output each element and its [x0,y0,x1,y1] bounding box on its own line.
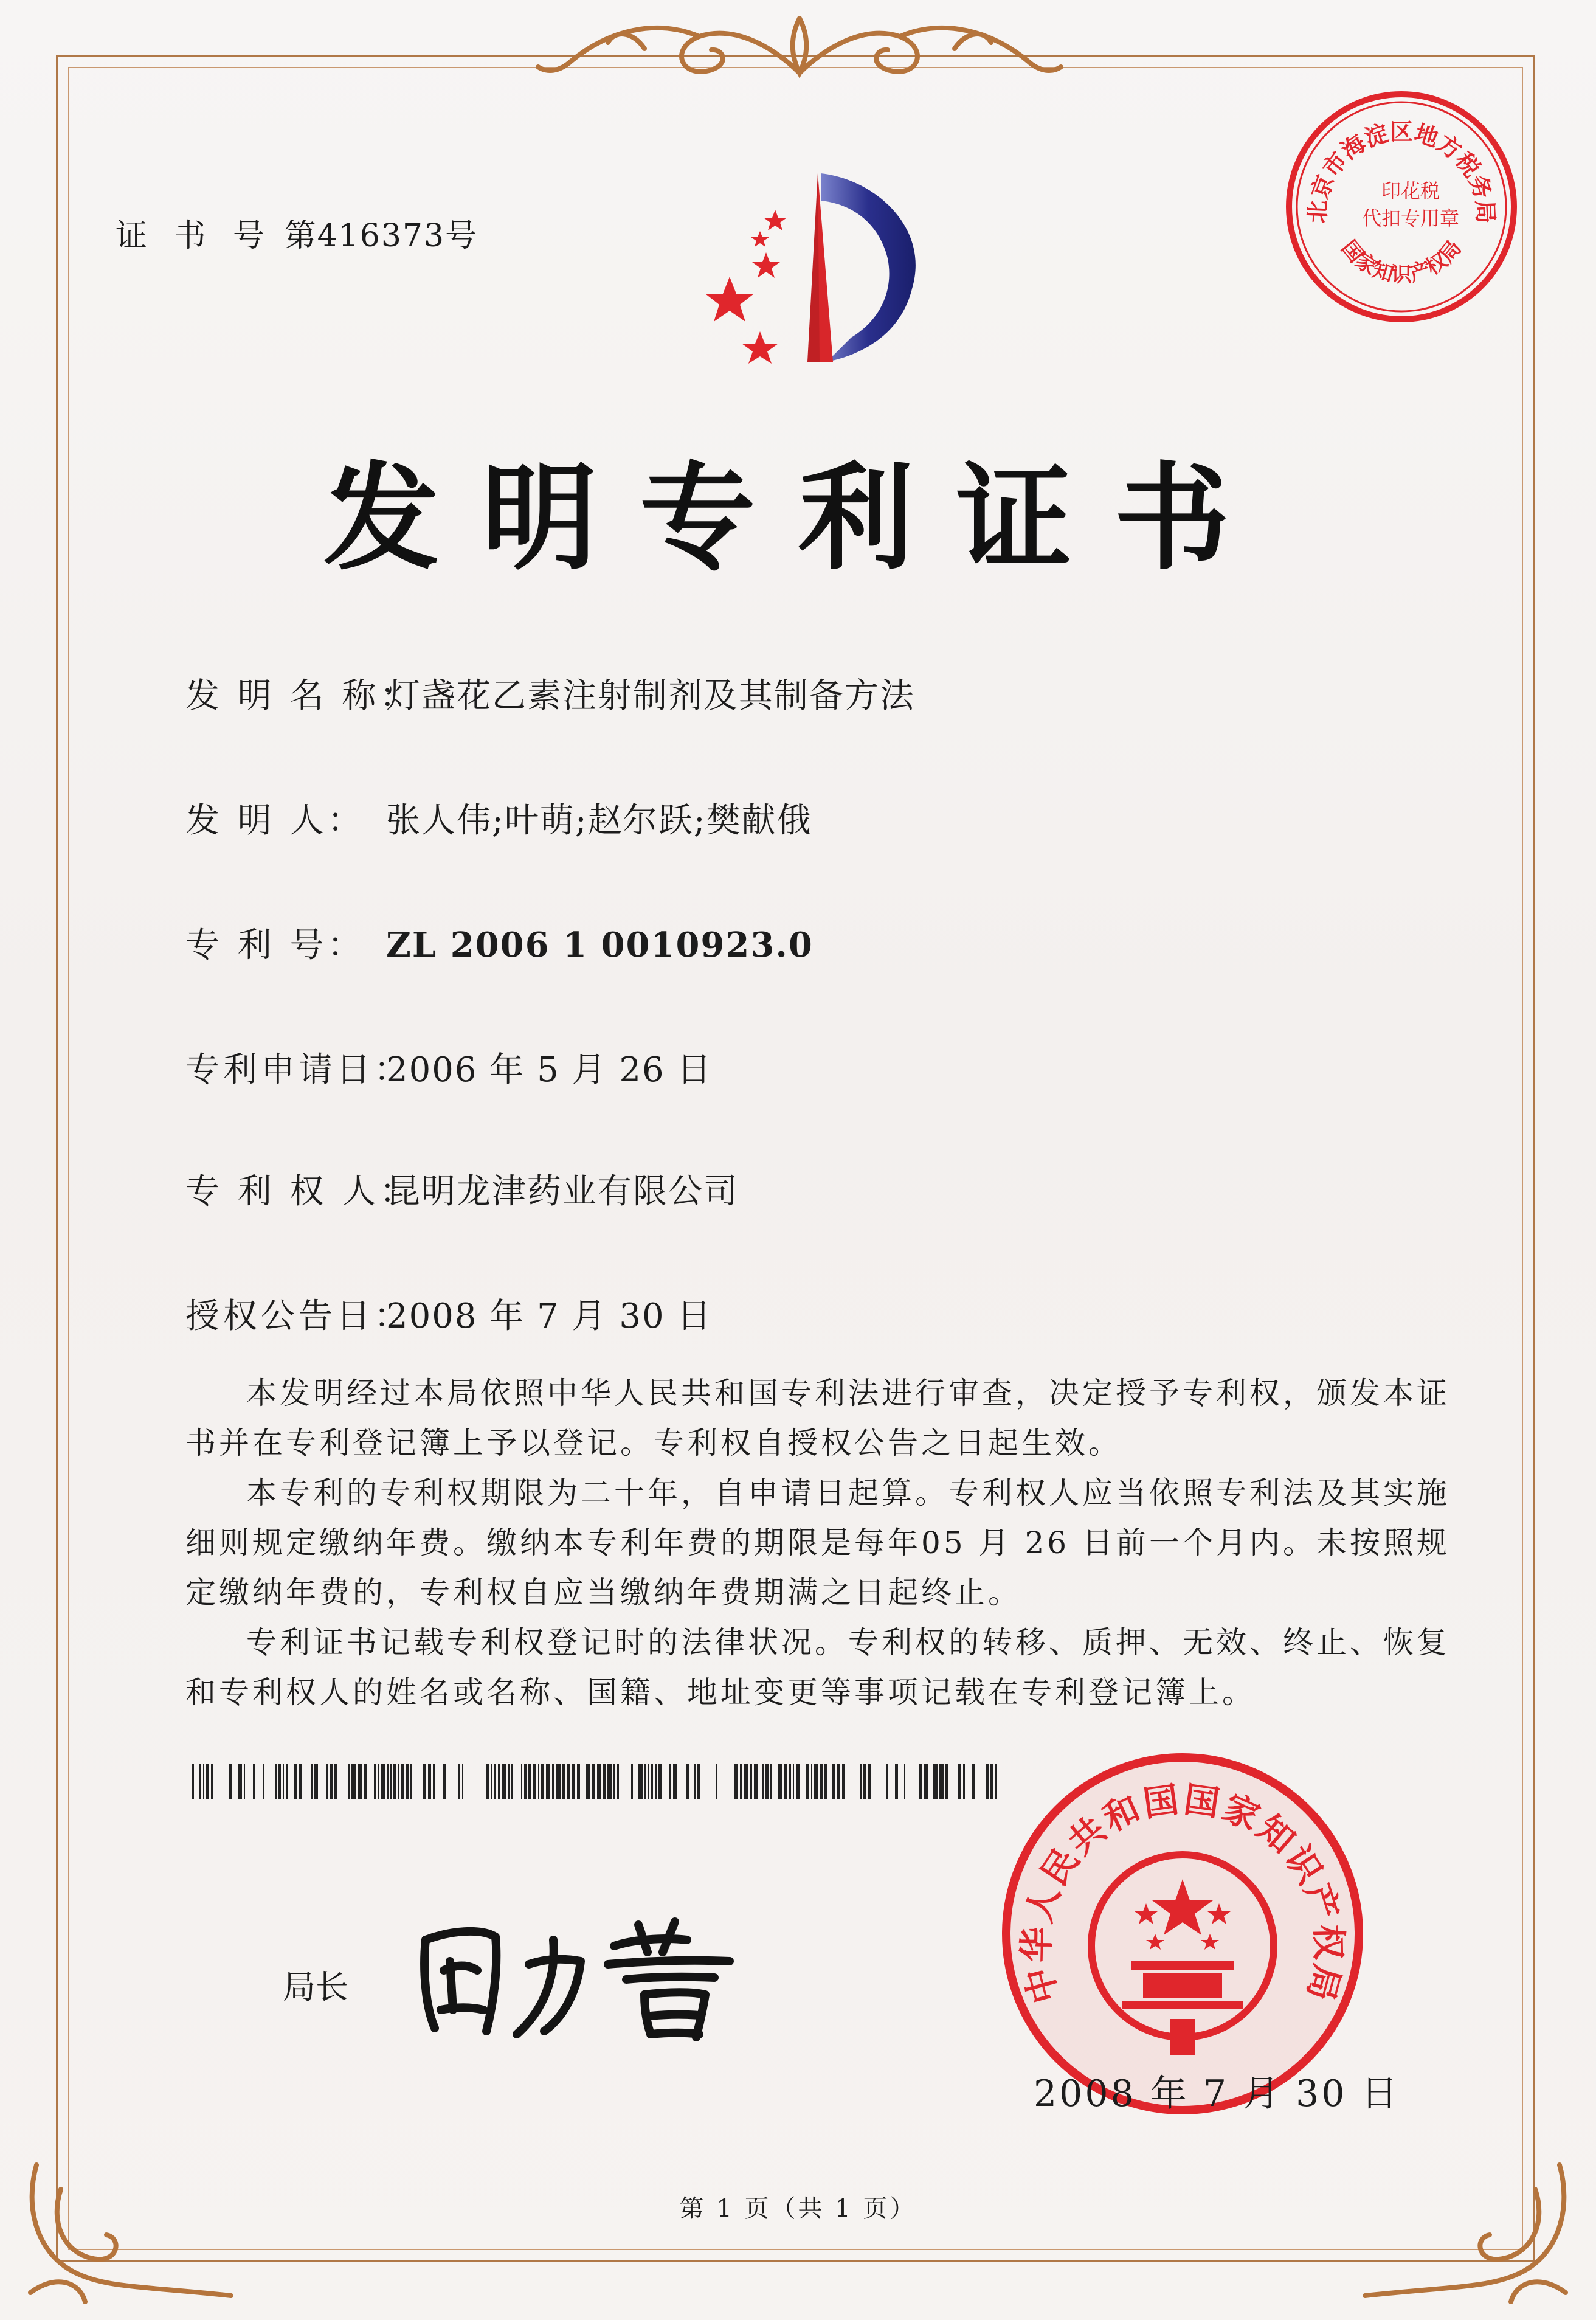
tax-stamp-bottom-text: 国家知识产权局 [1336,235,1466,288]
barcode-bar [607,1764,612,1799]
barcode-bar [972,1764,975,1799]
signature [413,1903,754,2049]
bottom-left-ornament [12,2153,243,2311]
barcode-bar [933,1764,938,1799]
barcode-bar [963,1764,965,1799]
body-paragraph-1: 本发明经过本局依照中华人民共和国专利法进行审查，决定授予专利权，颁发本证书并在专利登记簿上予以登记。专利权自授权公告之日起生效。 [185,1376,1450,1461]
barcode-bar [603,1764,606,1799]
barcode-bar [842,1764,845,1799]
director-label: 局长 [283,1968,348,2006]
barcode-bar [820,1764,823,1799]
bottom-right-ornament [1353,2153,1584,2311]
barcode [192,1764,1000,1799]
barcode-bar [886,1764,888,1799]
barcode-bar [410,1764,412,1799]
barcode-bar [945,1764,948,1799]
barcode-bar [528,1764,531,1799]
barcode-bar [406,1764,409,1799]
barcode-bar [393,1764,396,1799]
barcode-bar [686,1764,689,1799]
barcode-bar [494,1764,496,1799]
barcode-bar [648,1764,649,1799]
barcode-bar [401,1764,404,1799]
body-paragraph-3: 专利证书记载专利权登记时的法律状况。专利权的转移、质押、无效、终止、恢复和专利权人的姓名或名称、国籍、地址变更等事项记载在专利登记簿上。 [185,1625,1450,1710]
barcode-bar [524,1764,527,1799]
barcode-bar [651,1764,653,1799]
barcode-bar [502,1764,506,1799]
barcode-bar [617,1764,619,1799]
barcode-bar [278,1764,281,1799]
barcode-bar [381,1764,385,1799]
certificate-number [116,210,478,255]
body-paragraph-2: 本专利的专利权期限为二十年，自申请日起算。专利权人应当依照专利法及其实施细则规定缴纳年费。缴纳本专利年费的期限是每年05 月 26 日前一个月内。未按照规定缴纳年费的，专利权自应当缴纳年费期满之日起终止。 [185,1475,1450,1610]
barcode-bar [895,1764,898,1799]
barcode-bar [824,1764,827,1799]
field-label: 发 明 名 称： [185,676,418,716]
field-inventors [185,794,812,842]
svg-text:国家知识产权局 [1336,236,1466,287]
field-value: 灯盏花乙素注射制剂及其制备方法 [386,676,915,716]
barcode-bar [811,1764,812,1799]
barcode-bar [443,1764,446,1799]
barcode-bar [734,1764,738,1799]
tax-stamp-ring-text: 北京市海淀区地方税务局 [1304,119,1499,224]
field-invention-name [185,669,915,718]
barcode-bar [314,1764,318,1799]
barcode-bar [990,1764,993,1799]
barcode-bar [638,1764,643,1799]
barcode-bar [199,1764,201,1799]
barcode-bar [211,1764,213,1799]
field-label: 发 明 人： [185,801,365,840]
barcode-bar [744,1764,748,1799]
barcode-bar [694,1764,696,1799]
barcode-bar [995,1764,997,1799]
barcode-bar [796,1764,800,1799]
barcode-bar [586,1764,590,1799]
barcode-bar [655,1764,657,1799]
barcode-bar [740,1764,742,1799]
barcode-bar [299,1764,302,1799]
barcode-bar [541,1764,544,1799]
field-label: 专 利 权 人： [185,1172,418,1211]
barcode-bar [511,1764,513,1799]
barcode-bar [860,1764,862,1799]
barcode-bar [458,1764,460,1799]
barcode-bar [486,1764,489,1799]
barcode-bar [765,1764,769,1799]
barcode-bar [364,1764,367,1799]
barcode-bar [263,1764,264,1799]
barcode-bar [229,1764,232,1799]
certificate-number-label: 证 书 号 [116,218,274,254]
page-number: 第 1 页（共 1 页） [679,2195,917,2223]
barcode-bar [673,1764,677,1799]
barcode-bar [275,1764,277,1799]
barcode-bar [631,1764,633,1799]
top-ornament [535,6,1064,85]
field-patentee [185,1165,739,1213]
field-application-date [185,1043,712,1092]
barcode-bar [789,1764,791,1799]
barcode-bar [572,1764,575,1799]
barcode-bar [348,1764,350,1799]
field-grant-date [185,1289,712,1338]
barcode-bar [754,1764,758,1799]
barcode-bar [793,1764,794,1799]
barcode-bar [498,1764,500,1799]
barcode-bar [508,1764,510,1799]
barcode-bar [958,1764,961,1799]
barcode-bar [330,1764,333,1799]
certificate-number-value: 第416373号 [284,218,478,254]
barcode-bar [784,1764,787,1799]
barcode-bar [326,1764,328,1799]
barcode-bar [837,1764,840,1799]
barcode-bar [814,1764,818,1799]
tax-stamp-center-2: 代扣专用章 [1361,207,1460,230]
barcode-bar [546,1764,550,1799]
field-value: 2006 年 5 月 26 日 [386,1050,713,1090]
barcode-bar [283,1764,284,1799]
barcode-bar [521,1764,522,1799]
issue-date: 2008 年 7 月 30 日 [1034,2072,1400,2115]
barcode-bar [750,1764,752,1799]
barcode-bar [986,1764,989,1799]
barcode-bar [433,1764,435,1799]
barcode-bar [428,1764,431,1799]
barcode-bar [716,1764,717,1799]
field-patent-number [185,918,814,967]
barcode-bar [644,1764,646,1799]
barcode-bar [597,1764,601,1799]
field-label: 专利申请日： [185,1050,412,1090]
barcode-bar [562,1764,565,1799]
barcode-bar [919,1764,922,1799]
barcode-bar [192,1764,194,1799]
field-value: 昆明龙津药业有限公司 [386,1172,739,1211]
barcode-bar [613,1764,615,1799]
document-title: 发明专利证书 [323,451,1273,586]
barcode-bar [538,1764,539,1799]
field-label: 授权公告日： [185,1297,412,1336]
patent-office-logo [669,155,948,398]
barcode-bar [770,1764,772,1799]
barcode-bar [462,1764,463,1799]
tax-stamp-center-1: 印花税 [1381,179,1440,203]
barcode-bar [238,1764,242,1799]
barcode-bar [387,1764,389,1799]
barcode-bar [556,1764,561,1799]
barcode-bar [253,1764,255,1799]
barcode-bar [592,1764,595,1799]
barcode-bar [806,1764,809,1799]
barcode-bar [358,1764,362,1799]
barcode-bar [378,1764,379,1799]
barcode-bar [398,1764,399,1799]
barcode-bar [203,1764,204,1799]
barcode-bar [669,1764,671,1799]
barcode-bar [423,1764,426,1799]
barcode-bar [658,1764,662,1799]
field-value: 张人伟;叶萌;赵尔跃;樊献俄 [386,801,812,840]
barcode-bar [286,1764,288,1799]
barcode-bar [244,1764,245,1799]
barcode-bar [533,1764,536,1799]
barcode-bar [294,1764,297,1799]
barcode-bar [904,1764,905,1799]
barcode-bar [351,1764,356,1799]
field-label: 专 利 号： [185,926,365,965]
barcode-bar [567,1764,570,1799]
state-seal [1000,1751,1365,2116]
tax-stamp [1280,85,1523,328]
barcode-bar [939,1764,944,1799]
barcode-bar [491,1764,492,1799]
barcode-bar [374,1764,376,1799]
certificate-body [185,1368,1450,1717]
barcode-bar [577,1764,580,1799]
barcode-bar [762,1764,764,1799]
barcode-bar [863,1764,866,1799]
barcode-bar [868,1764,871,1799]
field-value: 2008 年 7 月 30 日 [386,1297,713,1336]
state-seal-ring-text: 中华人民共和国国家知识产权局 [1015,1778,1350,2008]
field-value: ZL 2006 1 0010923.0 [386,925,814,965]
barcode-bar [778,1764,782,1799]
barcode-bar [206,1764,209,1799]
barcode-bar [334,1764,337,1799]
barcode-bar [832,1764,835,1799]
barcode-bar [924,1764,928,1799]
barcode-bar [311,1764,313,1799]
barcode-bar [552,1764,554,1799]
barcode-bar [697,1764,700,1799]
barcode-bar [390,1764,392,1799]
